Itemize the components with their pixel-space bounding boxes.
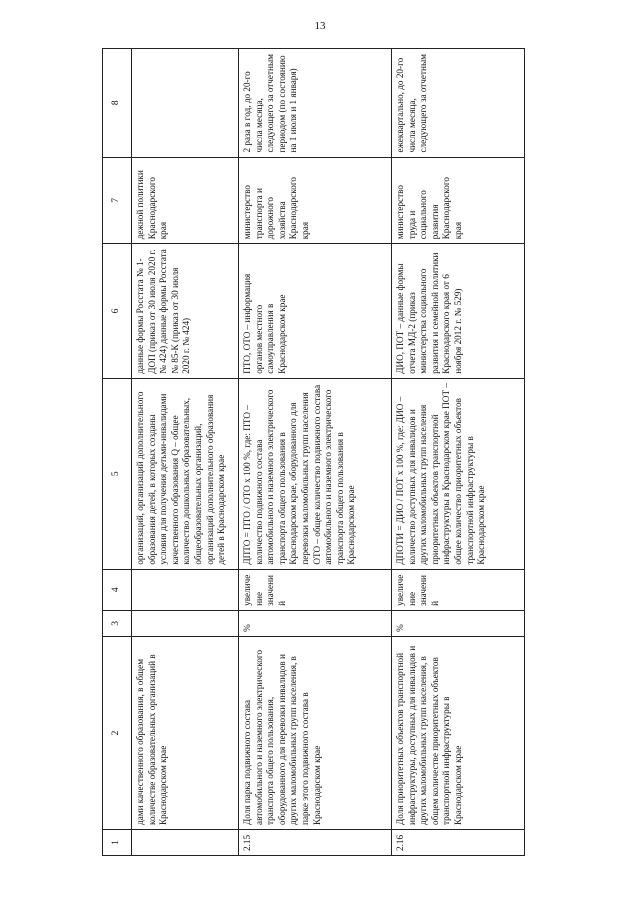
data-source: ПТО, ОТО – информация органов местного самоуправления в Краснодарском крае bbox=[239, 244, 392, 379]
data-source: ДИО, ПОТ – данные формы отчета МД-2 (приказ министерства социального развития и семейной политики Краснодарского края от 6 ноября 2012 г. № 529) bbox=[392, 244, 525, 379]
direction bbox=[132, 569, 239, 610]
indicator-table bbox=[102, 48, 525, 856]
column-header: 6 bbox=[103, 244, 132, 379]
table-row bbox=[392, 49, 525, 856]
unit: % bbox=[392, 610, 525, 636]
direction: увеличение значений bbox=[392, 569, 525, 610]
column-header: 1 bbox=[103, 829, 132, 855]
responsible: дежной политики Краснодарского края bbox=[132, 157, 239, 244]
row-number: 2.16 bbox=[392, 829, 525, 855]
indicator-name: дами качественного образования, в общем количестве образовательных организаций в Краснодарском крае bbox=[132, 636, 239, 829]
formula: организаций, организаций дополнительного образования детей, в которых созданы условия для получения детьми-инвалидами качественного образования Q – общее количество дошкольных образовательных, общеобразовательных организаций, организаций дополнительного образования детей в Краснодарском крае bbox=[132, 378, 239, 569]
column-header: 3 bbox=[103, 610, 132, 636]
indicator-name: Доля приоритетных объектов транспортной инфраструктуры, доступных для инвалидов и других маломобильных групп населения, в общем количестве приоритетных объектов транспортной инфраструктуры в Краснодарском крае bbox=[392, 636, 525, 829]
table-row bbox=[132, 49, 239, 856]
indicator-name: Доля парка подвижного состава автомобильного и наземного электрического транспорта общего пользования, оборудованного для перевозки инвалидов и других маломобильных групп населения, в парке этого подвижного состава в Краснодарском крае bbox=[239, 636, 392, 829]
formula: ДПТО = ПТО / ОТО х 100 %, где: ПТО – количество подвижного состава автомобильного и наземного электрического транспорта общего пользования в Краснодарском крае, оборудованного для перевозки маломобильных групп населения ОТО – общее количество подвижного состава автомобильного и наземного электрического транспорта общего пользования в Краснодарском крае bbox=[239, 378, 392, 569]
indicator-table-rotated bbox=[102, 48, 520, 856]
column-header: 4 bbox=[103, 569, 132, 610]
column-header: 8 bbox=[103, 49, 132, 158]
direction: увеличение значений bbox=[239, 569, 392, 610]
table-header-row bbox=[103, 49, 132, 856]
column-header: 5 bbox=[103, 378, 132, 569]
column-header: 2 bbox=[103, 636, 132, 829]
responsible: министерство транспорта и дорожного хозяйства Краснодарского края bbox=[239, 157, 392, 244]
row-number: 2.15 bbox=[239, 829, 392, 855]
data-source: данные формы Росстата № 1-ДОП (приказ от 30 июля 2020 г. № 424) данные формы Росстата № 85-К (приказ от 30 июля 2020 г. № 424) bbox=[132, 244, 239, 379]
formula: ДПОТИ = ДИО / ПОТ х 100 %, где: ДИО – количество доступных для инвалидов и других маломобильных групп населения приоритетных объектов транспортной инфраструктуры в Краснодарском крае ПОТ – общее количество приоритетных объектов транспортной инфраструктуры в Краснодарском крае bbox=[392, 378, 525, 569]
period bbox=[132, 49, 239, 158]
row-number bbox=[132, 829, 239, 855]
unit bbox=[132, 610, 239, 636]
period: 2 раза в год, до 20-го числа месяца, следующего за отчетным периодом (по состоянию на 1 июля и 1 января) bbox=[239, 49, 392, 158]
period: ежеквартально, до 20-го числа месяца, следующего за отчетным bbox=[392, 49, 525, 158]
column-header: 7 bbox=[103, 157, 132, 244]
responsible: министерство труда и социального развития Краснодарского края bbox=[392, 157, 525, 244]
unit: % bbox=[239, 610, 392, 636]
table-row bbox=[239, 49, 392, 856]
page-number: 13 bbox=[314, 20, 326, 32]
